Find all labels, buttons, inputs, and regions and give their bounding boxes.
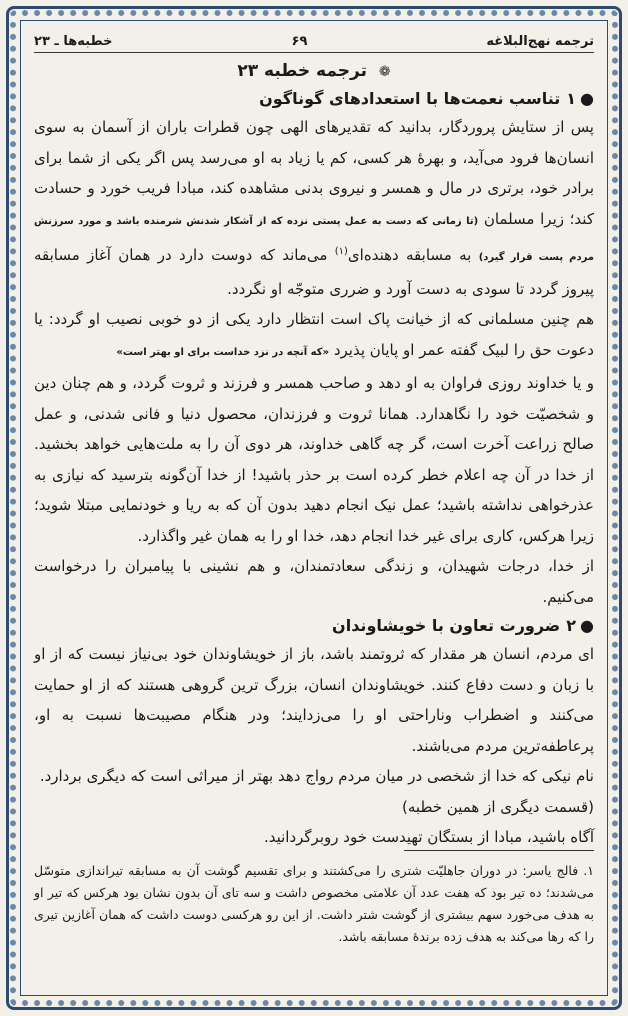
bullet-icon: ● (580, 89, 594, 108)
paragraph: از خدا، درجات شهیدان، و زندگی سعادتمندان، و هم نشینی با پیامبران را درخواست می‌کنیم. (34, 557, 594, 606)
title-text: ترجمه خطبه ۲۳ (237, 61, 367, 81)
footnote: ۱. فالج یاسر: در دوران جاهلیّت شتری را می‌کشتند و برای تقسیم گوشت آن به مسابقه تیراندازی متوسّل می‌شدند؛ ده تیر بود که هفت عدد آن علامتی مخصوص داشت و سه تای آن بدون نشان بود هرکس که تیر او به هدف می‌خورد سهم بیشتری از گوشت شتر داشت. از این رو هرکسی دوست داشت که همان آغازین تیری را که رها می‌کند به هدف زده برندهٔ مسابقه باشد. (34, 863, 594, 944)
section-heading-2: ●۲ضرورت تعاون با خویشاوندان (332, 616, 594, 635)
page-title (34, 61, 594, 81)
paragraph: پس از ستایش پروردگار، بدانید که تقدیرهای الهی چون قطرات باران از آسمان به سوی انسان‌ها فرود می‌آید، و بهرهٔ هر کسی، کم یا زیاد به او می‌رسد پس اگر یکی از شما برای برادر خود، برتری در مال و همسر و نیروی بدنی مشاهده کند، مبادا فریب خورد و حسادت کند؛ زیرا مسلمان (تا زمانی که دست به عمل پستی نزده که از آشکار شدنش شرمنده باشد و مورد سرزنش مردم پست قرار گیرد) به مسابقه دهنده‌ای$^{(۱)}$ می‌ماند که دوست دارد در همان آغاز مسابقه پیروز گردد تا سودی به دست آورد و ضرری متوجّه او نگردد. (34, 118, 594, 298)
paragraph: و یا خداوند روزی فراوان به او دهد و صاحب همسر و فرزند و ثروت گردد، و هم چنان دین و شخصیّت خود را نگاهدارد. همانا ثروت و فرزندان، محصول دنیا و فانی شدنی، و عمل صالح زراعت آخرت است، گر چه گاهی خداوند، هر دوی آن را به ملت‌هایی خواهد بخشید. از خدا در آن چه اعلام خطر کرده است بر حذر باشید! از خدا آن‌گونه بترسید که نیازی به عذرخواهی نداشته باشید؛ عمل نیک انجام دهید بدون آن که به ریا و خودنمایی مبتلا شوید؛ زیرا هرکس، کاری برای غیر خدا انجام دهد، خدا او را به همان غیر واگذارد. (34, 374, 594, 545)
paragraph: هم چنین مسلمانی که از خیانت پاک است انتظار دارد یکی از دو خوبی نصیب او گردد: یا دعوت حق را لبیک گفته عمر او پایان پذیرد «که آنچه در نزد خداست برای او بهتر است» (34, 310, 594, 359)
header-book-title: ترجمه نهج‌البلاغه (486, 33, 594, 49)
running-header (34, 30, 594, 53)
flower-ornament-icon: ❁ (378, 64, 391, 80)
footnote-divider (404, 850, 594, 851)
quran-note: «که آنچه در نزد خداست برای او بهتر است» (116, 346, 330, 358)
footnote-ref[interactable]: (۱) (334, 246, 348, 257)
header-page-number: ۶۹ (291, 33, 308, 49)
section-heading-1: ●۱تناسب نعمت‌ها با استعدادهای گوناگون (259, 89, 594, 108)
subsection-note: (قسمت دیگری از همین خطبه) (402, 797, 594, 816)
bullet-icon: ● (580, 616, 594, 635)
header-section-title: خطبه‌ها ـ ۲۳ (34, 33, 113, 49)
parenthetical-note: (تا زمانی که دست به عمل پستی نزده که از آشکار شدنش شرمنده باشد و مورد سرزنش مردم پست قرار گیرد) (34, 215, 594, 263)
paragraph: ای مردم، انسان هر مقدار که ثروتمند باشد، باز از خویشاوندان خود بی‌نیاز نیست که از او با زبان و دست دفاع کنند. خویشاوندان انسان، بزرگ ترین گروهی هستند که از او حمایت می‌کنند و اضطراب وناراحتی او را می‌زدایند؛ ودر هنگام مصیبت‌ها نسبت به او، پرعاطفه‌ترین مردم می‌باشند. (34, 645, 594, 755)
paragraph: آگاه باشید، مبادا از بستگان تهیدست خود روبرگردانید. (263, 828, 594, 846)
paragraph: نام نیکی که خدا از شخصی در میان مردم رواج دهد بهتر از میراثی است که دیگری بردارد. (39, 767, 594, 785)
page-content (34, 30, 594, 990)
